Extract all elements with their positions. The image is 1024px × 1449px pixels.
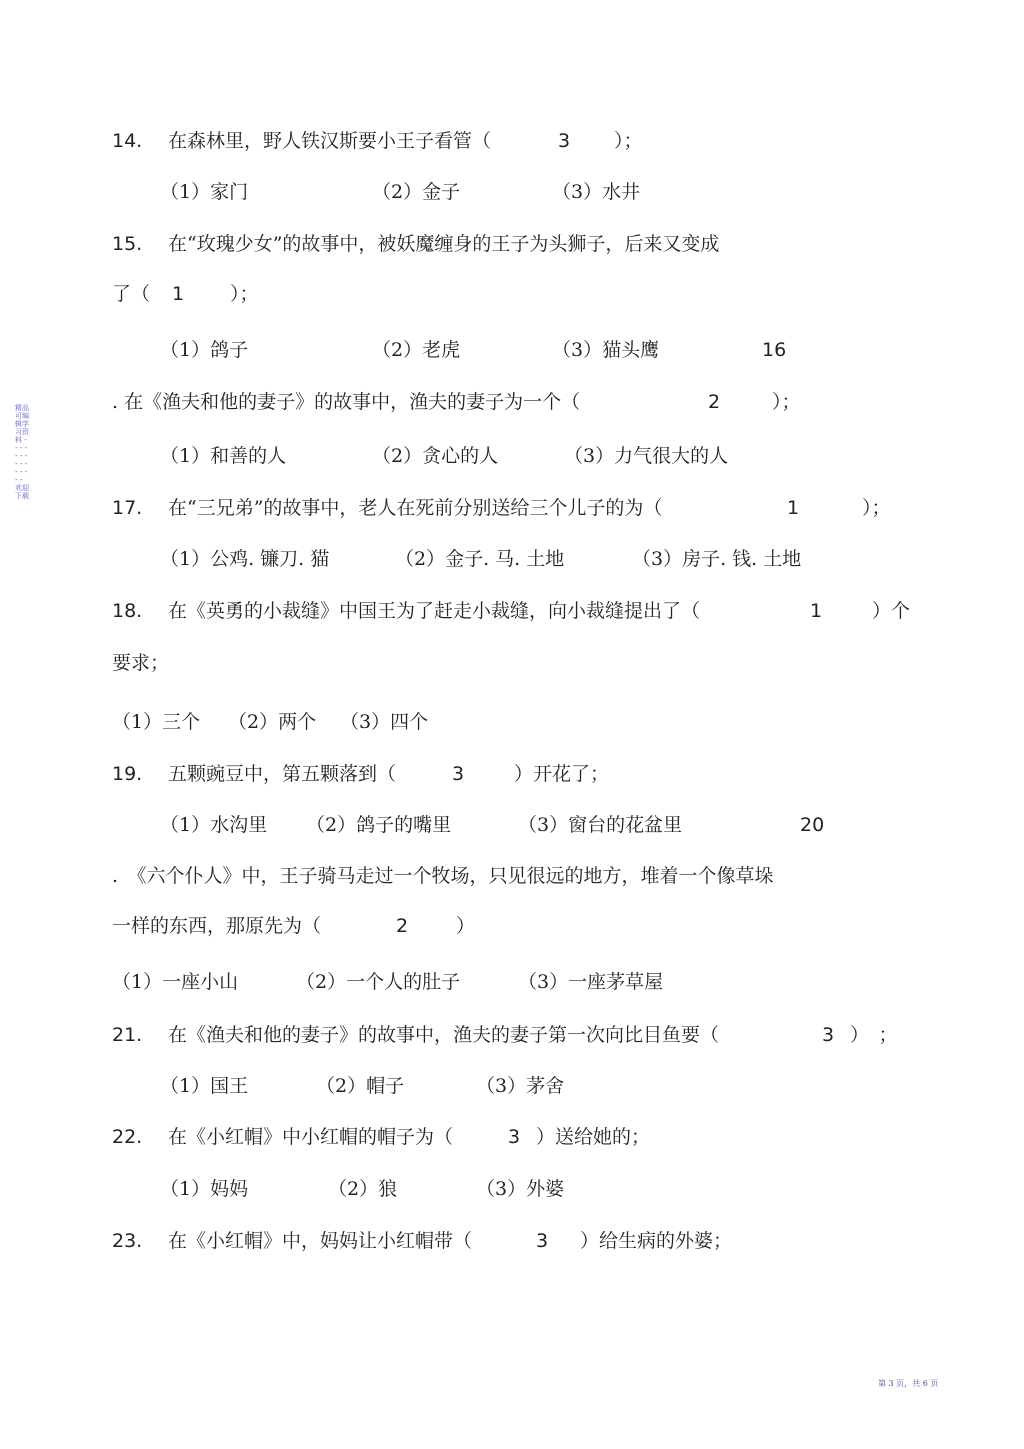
q21-option-1: （1）国王 bbox=[160, 1075, 249, 1097]
q21-text: 在《渔夫和他的妻子》的故事中，渔夫的妻子第一次向比目鱼要（ bbox=[168, 1024, 720, 1046]
q17-answer: 1 bbox=[787, 497, 800, 519]
q15-end: ）； bbox=[230, 283, 259, 305]
q20-option-1: （1）一座小山 bbox=[112, 971, 239, 993]
q18-option-3: （3）四个 bbox=[340, 711, 429, 733]
q18-continuation: 要求； bbox=[112, 652, 170, 674]
q18-answer: 1 bbox=[810, 600, 823, 622]
q20-number: 20 bbox=[800, 814, 825, 836]
q21-option-3: （3）茅舍 bbox=[476, 1075, 565, 1097]
q22-end: ）送给她的； bbox=[536, 1126, 651, 1148]
q22-text: 在《小红帽》中小红帽的帽子为（ bbox=[168, 1126, 454, 1148]
q14-text: 在森林里，野人铁汉斯要小王子看管（ bbox=[168, 130, 492, 152]
page-footer: 第 3 页，共 6 页 bbox=[878, 1379, 939, 1388]
q23-number: 23. bbox=[112, 1230, 143, 1252]
q21-end: ） ； bbox=[850, 1024, 898, 1046]
q16-option-1: （1）和善的人 bbox=[160, 445, 287, 467]
q17-end: ）； bbox=[862, 497, 891, 519]
q23-answer: 3 bbox=[536, 1230, 549, 1252]
q15-option-2: （2）老虎 bbox=[372, 339, 461, 361]
q18-text: 在《英勇的小裁缝》中国王为了赶走小裁缝，向小裁缝提出了（ bbox=[168, 600, 701, 622]
q20-end: ） bbox=[456, 915, 476, 937]
q20-option-2: （2）一个人的肚子 bbox=[296, 971, 461, 993]
sidebar-watermark: 精品可编辑学习资料 - - - - - - - - - - - - - - - 欢迎下载 bbox=[15, 404, 29, 500]
q17-option-3: （3）房子. 钱. 土地 bbox=[632, 548, 802, 570]
q22-answer: 3 bbox=[508, 1126, 521, 1148]
q22-option-2: （2）狼 bbox=[328, 1178, 398, 1200]
q15-option-3: （3）猫头鹰 bbox=[552, 339, 660, 361]
q19-number: 19. bbox=[112, 763, 143, 785]
q16-number: 16 bbox=[762, 339, 787, 361]
q23-end: ）给生病的外婆； bbox=[580, 1230, 733, 1252]
q19-text: 五颗豌豆中，第五颗落到（ bbox=[168, 763, 397, 785]
q15-option-1: （1）鸽子 bbox=[160, 339, 249, 361]
q18-option-2: （2）两个 bbox=[228, 711, 317, 733]
q22-option-3: （3）外婆 bbox=[476, 1178, 565, 1200]
q19-option-3: （3）窗台的花盆里 bbox=[518, 814, 683, 836]
q14-end: ）； bbox=[614, 130, 643, 152]
q20-answer: 2 bbox=[396, 915, 409, 937]
q20-text: . 《六个仆人》中，王子骑马走过一个牧场，只见很远的地方，堆着一个像草垛 bbox=[112, 865, 774, 887]
q19-end: ）开花了； bbox=[514, 763, 610, 785]
q17-option-1: （1）公鸡. 镰刀. 猫 bbox=[160, 548, 330, 570]
q17-number: 17. bbox=[112, 497, 143, 519]
q16-answer: 2 bbox=[708, 391, 721, 413]
q16-option-2: （2）贪心的人 bbox=[372, 445, 499, 467]
q15-continuation: 了（ bbox=[112, 283, 151, 305]
q22-number: 22. bbox=[112, 1126, 143, 1148]
q21-number: 21. bbox=[112, 1024, 143, 1046]
q21-option-2: （2）帽子 bbox=[316, 1075, 405, 1097]
q20-continuation: 一样的东西，那原先为（ bbox=[112, 915, 322, 937]
q15-answer: 1 bbox=[172, 283, 185, 305]
q19-option-2: （2）鸽子的嘴里 bbox=[306, 814, 452, 836]
q18-end: ）个 bbox=[872, 600, 911, 622]
q16-end: ）； bbox=[772, 391, 801, 413]
q19-option-1: （1）水沟里 bbox=[160, 814, 268, 836]
q20-option-3: （3）一座茅草屋 bbox=[518, 971, 664, 993]
q17-text: 在“三兄弟”的故事中，老人在死前分别送给三个儿子的为（ bbox=[168, 497, 663, 519]
q18-number: 18. bbox=[112, 600, 143, 622]
q21-answer: 3 bbox=[822, 1024, 835, 1046]
q15-text: 在“玫瑰少女”的故事中，被妖魔缠身的王子为头狮子，后来又变成 bbox=[168, 233, 720, 255]
q14-option-2: （2）金子 bbox=[372, 181, 461, 203]
q16-text: . 在《渔夫和他的妻子》的故事中，渔夫的妻子为一个（ bbox=[112, 391, 581, 413]
q22-option-1: （1）妈妈 bbox=[160, 1178, 249, 1200]
q18-option-1: （1）三个 bbox=[112, 711, 201, 733]
q14-option-3: （3）水井 bbox=[552, 181, 641, 203]
q15-number: 15. bbox=[112, 233, 143, 255]
q14-number: 14. bbox=[112, 130, 143, 152]
q23-text: 在《小红帽》中，妈妈让小红帽带（ bbox=[168, 1230, 473, 1252]
q14-option-1: （1）家门 bbox=[160, 181, 249, 203]
q17-option-2: （2）金子. 马. 土地 bbox=[395, 548, 565, 570]
q19-answer: 3 bbox=[452, 763, 465, 785]
q14-answer: 3 bbox=[558, 130, 571, 152]
q16-option-3: （3）力气很大的人 bbox=[564, 445, 729, 467]
